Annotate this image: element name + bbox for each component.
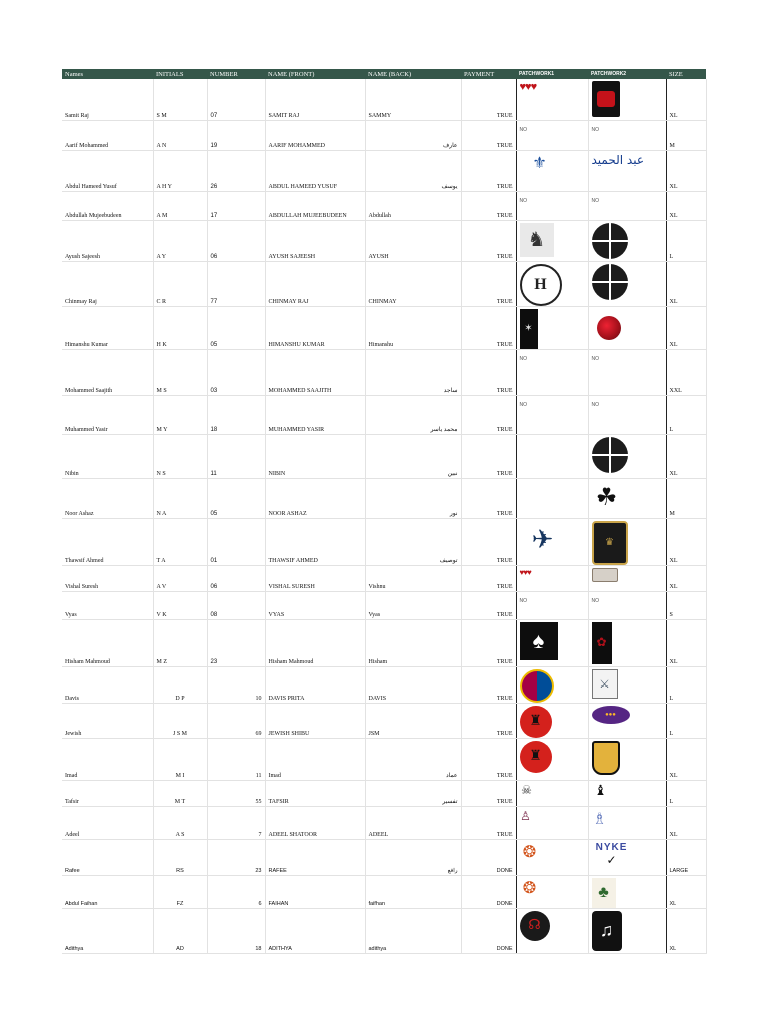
patchwork2-cell[interactable] (588, 875, 666, 908)
patchwork2-cell[interactable] (588, 703, 666, 738)
name-cell[interactable]: Abdul Faihan (62, 875, 153, 908)
name-front-cell[interactable]: HIMANSHU KUMAR (265, 306, 365, 349)
red-sun-patch-icon: ♜ (520, 706, 552, 738)
name-cell[interactable]: Imad (62, 738, 153, 780)
patchwork1-cell[interactable] (516, 478, 588, 518)
name-cell[interactable]: Davis (62, 666, 153, 703)
patchwork2-cell[interactable] (588, 908, 666, 953)
number-cell[interactable]: 11 (207, 738, 265, 780)
shield-crest-patch-icon (592, 741, 620, 775)
patchwork2-cell[interactable] (588, 738, 666, 780)
name-front-cell[interactable]: CHINMAY RAJ (265, 261, 365, 306)
name-back-cell[interactable]: توصيف (365, 518, 461, 565)
patchwork2-cell[interactable] (588, 565, 666, 591)
name-back-cell[interactable]: نبين (365, 434, 461, 478)
patchwork1-cell[interactable] (516, 875, 588, 908)
patchwork1-cell[interactable] (516, 261, 588, 306)
size-cell[interactable]: M (666, 478, 706, 518)
patchwork2-cell[interactable] (588, 220, 666, 261)
initials-cell[interactable]: A H Y (153, 150, 207, 191)
basketball-team-patch-icon: ●●● (592, 706, 630, 724)
payment-cell[interactable]: TRUE (461, 591, 516, 619)
name-front-cell[interactable]: AARIF MOHAMMED (265, 120, 365, 150)
size-cell[interactable]: XL (666, 434, 706, 478)
number-cell[interactable]: 6 (207, 875, 265, 908)
payment-cell[interactable]: TRUE (461, 619, 516, 666)
col-header-size[interactable]: SIZE (666, 69, 706, 79)
basketball-patch-icon (592, 264, 628, 300)
table-row (62, 395, 706, 434)
name-back-cell[interactable]: Hisham (365, 619, 461, 666)
number-cell[interactable]: 18 (207, 908, 265, 953)
initials-cell[interactable]: M I (153, 738, 207, 780)
bird-patch-icon: ✶ (520, 309, 538, 349)
name-front-cell[interactable]: AYUSH SAJEESH (265, 220, 365, 261)
patchwork1-cell[interactable] (516, 839, 588, 875)
hearts-patch-icon: ♥♥♥ (519, 567, 531, 577)
dark-flower-patch-icon: ✿ (592, 622, 612, 664)
name-front-cell[interactable]: VYAS (265, 591, 365, 619)
size-cell[interactable]: XL (666, 261, 706, 306)
name-front-cell[interactable]: TAFSIR (265, 780, 365, 806)
number-cell[interactable]: 05 (207, 306, 265, 349)
patch-no-label: NO (519, 401, 527, 408)
red-sun-patch-icon: ♜ (520, 741, 552, 773)
patchwork2-cell[interactable] (588, 191, 666, 220)
initials-cell[interactable]: FZ (153, 875, 207, 908)
name-cell[interactable]: Abdul Hameed Yusuf (62, 150, 153, 191)
team-crest-patch-icon: ♛ (592, 521, 628, 565)
table-row (62, 666, 706, 703)
initials-cell[interactable]: V K (153, 591, 207, 619)
name-front-cell[interactable]: FAIHAN (265, 875, 365, 908)
patchwork2-cell[interactable] (588, 591, 666, 619)
payment-cell[interactable]: TRUE (461, 565, 516, 591)
initials-cell[interactable]: M S (153, 349, 207, 395)
number-cell[interactable]: 23 (207, 839, 265, 875)
size-cell[interactable]: XL (666, 908, 706, 953)
patchwork1-cell[interactable] (516, 349, 588, 395)
patchwork1-cell[interactable] (516, 191, 588, 220)
col-header-patchwork1[interactable]: PATCHWORK1 (516, 69, 588, 79)
patchwork1-cell[interactable] (516, 120, 588, 150)
name-back-cell[interactable]: ساجد (365, 349, 461, 395)
palm-swords-patch-icon: ♣ (592, 878, 616, 908)
name-back-cell[interactable]: نور (365, 478, 461, 518)
table-row (62, 220, 706, 261)
hearts-patch-icon: ♥♥♥ (519, 81, 537, 93)
number-cell[interactable]: 77 (207, 261, 265, 306)
name-front-cell[interactable]: JEWISH SHIBU (265, 703, 365, 738)
patchwork1-cell[interactable] (516, 395, 588, 434)
music-note-patch-icon: ♫ (592, 911, 622, 951)
initials-cell[interactable]: A M (153, 191, 207, 220)
table-row (62, 839, 706, 875)
patchwork2-cell[interactable] (588, 666, 666, 703)
initials-cell[interactable]: A S (153, 806, 207, 839)
name-back-cell[interactable]: رافع (365, 839, 461, 875)
table-row (62, 619, 706, 666)
table-row (62, 191, 706, 220)
patchwork2-cell[interactable] (588, 79, 666, 120)
patchwork2-cell[interactable] (588, 780, 666, 806)
patch-no-label: NO (519, 197, 527, 204)
mask-patch-icon: ☠ (521, 782, 532, 797)
initials-cell[interactable]: T A (153, 518, 207, 565)
size-cell[interactable]: L (666, 395, 706, 434)
patchwork1-cell[interactable] (516, 591, 588, 619)
table-row (62, 565, 706, 591)
name-front-cell[interactable]: ADEEL SHATOOR (265, 806, 365, 839)
name-cell[interactable]: Adeel (62, 806, 153, 839)
patchwork2-cell[interactable] (588, 434, 666, 478)
name-cell[interactable]: Vishal Suresh (62, 565, 153, 591)
name-front-cell[interactable]: NOOR ASHAZ (265, 478, 365, 518)
patch-no-label: NO (591, 355, 599, 362)
patch-no-label: NO (519, 126, 527, 133)
table-row (62, 703, 706, 738)
name-cell[interactable]: Jewish (62, 703, 153, 738)
patchwork2-cell[interactable] (588, 261, 666, 306)
patch-no-label: NO (591, 197, 599, 204)
name-back-cell[interactable]: CHINMAY (365, 261, 461, 306)
patch-no-label: NO (591, 126, 599, 133)
name-back-cell[interactable]: adithya (365, 908, 461, 953)
patch-no-label: NO (591, 401, 599, 408)
name-front-cell[interactable]: ABDUL HAMEED YUSUF (265, 150, 365, 191)
table-row (62, 806, 706, 839)
name-back-cell[interactable]: SAMMY (365, 79, 461, 120)
number-cell[interactable]: 18 (207, 395, 265, 434)
payment-cell[interactable]: TRUE (461, 306, 516, 349)
number-cell[interactable]: 01 (207, 518, 265, 565)
initials-cell[interactable]: A N (153, 120, 207, 150)
patchwork2-cell[interactable] (588, 349, 666, 395)
payment-cell[interactable]: TRUE (461, 191, 516, 220)
size-cell[interactable]: S (666, 591, 706, 619)
patchwork2-cell[interactable] (588, 395, 666, 434)
patchwork2-cell[interactable] (588, 839, 666, 875)
name-cell[interactable]: Adithya (62, 908, 153, 953)
size-cell[interactable]: L (666, 666, 706, 703)
name-back-cell[interactable]: DAVIS (365, 666, 461, 703)
size-cell[interactable]: L (666, 220, 706, 261)
name-cell[interactable]: Mohammed Saajith (62, 349, 153, 395)
name-back-cell[interactable]: AYUSH (365, 220, 461, 261)
initials-cell[interactable]: D P (153, 666, 207, 703)
fire-ball-patch-icon: ❂ (522, 879, 537, 897)
name-back-cell[interactable]: faifhan (365, 875, 461, 908)
patch-no-label: NO (519, 597, 527, 604)
payment-cell[interactable]: TRUE (461, 79, 516, 120)
initials-cell[interactable]: J S M (153, 703, 207, 738)
number-cell[interactable]: 23 (207, 619, 265, 666)
col-header-number[interactable] (207, 69, 265, 79)
patchwork1-cell[interactable] (516, 619, 588, 666)
initials-cell[interactable]: C R (153, 261, 207, 306)
name-back-cell[interactable]: Himanshu (365, 306, 461, 349)
payment-cell[interactable]: DONE (461, 875, 516, 908)
name-cell[interactable]: Muhammed Yasir (62, 395, 153, 434)
patchwork2-cell[interactable] (588, 150, 666, 191)
badge-plate-patch-icon (592, 568, 618, 582)
monster-patch-icon (592, 81, 620, 117)
patchwork1-cell[interactable] (516, 434, 588, 478)
jersey-order-sheet (62, 69, 707, 954)
payment-cell[interactable]: TRUE (461, 666, 516, 703)
col-header-name-back[interactable]: NAME (BACK) (365, 69, 461, 79)
number-cell[interactable]: 08 (207, 591, 265, 619)
patchwork2-cell[interactable] (588, 806, 666, 839)
name-cell[interactable]: Abdullah Mujeebudeen (62, 191, 153, 220)
patch-no-label: NO (591, 597, 599, 604)
nyke-text: NYKE (595, 841, 628, 853)
payment-cell[interactable]: TRUE (461, 806, 516, 839)
knight-crest-patch-icon: ♞ (520, 223, 554, 257)
payment-cell[interactable]: TRUE (461, 261, 516, 306)
name-back-cell[interactable]: عارف (365, 120, 461, 150)
payment-cell[interactable]: TRUE (461, 738, 516, 780)
patchwork1-cell[interactable] (516, 738, 588, 780)
size-cell[interactable]: XXL (666, 349, 706, 395)
club-crest-patch-icon (520, 669, 554, 703)
number-cell[interactable]: 19 (207, 120, 265, 150)
table-row (62, 518, 706, 565)
initials-cell[interactable]: M Y (153, 395, 207, 434)
table-row (62, 780, 706, 806)
payment-cell[interactable]: TRUE (461, 349, 516, 395)
character-patch-icon: ♗ (592, 810, 607, 828)
winged-crest-patch-icon: ⚜ (532, 154, 547, 172)
col-header-patchwork2[interactable]: PATCHWORK2 (588, 69, 666, 79)
name-front-cell[interactable]: MUHAMMED YASIR (265, 395, 365, 434)
patchwork1-cell[interactable] (516, 806, 588, 839)
size-cell[interactable]: XL (666, 306, 706, 349)
payment-cell[interactable]: DONE (461, 839, 516, 875)
patchwork1-cell[interactable] (516, 703, 588, 738)
payment-cell[interactable]: TRUE (461, 434, 516, 478)
initials-cell[interactable]: M Z (153, 619, 207, 666)
figure-patch-icon: ♝ (594, 783, 607, 799)
number-cell[interactable]: 05 (207, 478, 265, 518)
initials-cell[interactable]: RS (153, 839, 207, 875)
col-header-initials[interactable]: INITIALS (153, 69, 207, 79)
initials-cell[interactable]: A V (153, 565, 207, 591)
patchwork2-cell[interactable] (588, 619, 666, 666)
patch-no-label: NO (519, 355, 527, 362)
payment-cell[interactable]: TRUE (461, 150, 516, 191)
initials-cell[interactable]: N A (153, 478, 207, 518)
name-back-cell[interactable]: ADEEL (365, 806, 461, 839)
initials-cell[interactable]: H K (153, 306, 207, 349)
name-cell[interactable]: Hisham Mahmoud (62, 619, 153, 666)
name-cell[interactable]: Himanshu Kumar (62, 306, 153, 349)
name-back-cell[interactable]: محمد ياسر (365, 395, 461, 434)
name-cell[interactable]: Rafee (62, 839, 153, 875)
payment-cell[interactable]: TRUE (461, 518, 516, 565)
number-cell[interactable]: 55 (207, 780, 265, 806)
name-back-cell[interactable]: عماد (365, 738, 461, 780)
size-cell[interactable]: L (666, 703, 706, 738)
payment-cell[interactable]: TRUE (461, 220, 516, 261)
size-cell[interactable]: XL (666, 191, 706, 220)
dragon-patch-icon: ✈ (531, 524, 554, 554)
name-back-cell[interactable]: Vyas (365, 591, 461, 619)
payment-cell[interactable]: TRUE (461, 395, 516, 434)
table-row (62, 79, 706, 120)
name-front-cell[interactable]: SAMIT RAJ (265, 79, 365, 120)
name-front-cell[interactable]: DAVIS PRITA (265, 666, 365, 703)
initials-cell[interactable]: AD (153, 908, 207, 953)
size-cell[interactable]: XL (666, 738, 706, 780)
flame-patch-icon: ☘ (595, 484, 618, 511)
name-cell[interactable]: Noor Ashaz (62, 478, 153, 518)
patchwork1-cell[interactable] (516, 780, 588, 806)
name-front-cell[interactable]: ABDULLAH MUJEEBUDEEN (265, 191, 365, 220)
table-row (62, 120, 706, 150)
patchwork2-cell[interactable] (588, 306, 666, 349)
name-front-cell[interactable]: THAWSIF AHMED (265, 518, 365, 565)
payment-cell[interactable]: DONE (461, 908, 516, 953)
size-cell[interactable]: M (666, 120, 706, 150)
size-cell[interactable]: XL (666, 150, 706, 191)
patchwork2-cell[interactable] (588, 120, 666, 150)
patchwork1-cell[interactable] (516, 565, 588, 591)
payment-cell[interactable]: TRUE (461, 478, 516, 518)
wings-emblem-patch-icon: ⚔ (592, 669, 618, 699)
size-cell[interactable]: LARGE (666, 839, 706, 875)
rose-patch-icon (592, 309, 626, 347)
table-row (62, 908, 706, 953)
name-front-cell[interactable]: NIBIN (265, 434, 365, 478)
name-back-cell[interactable]: يوسف (365, 150, 461, 191)
table-row (62, 349, 706, 395)
col-header-payment[interactable]: PAYMENT (461, 69, 516, 79)
number-cell[interactable]: 11 (207, 434, 265, 478)
basketball-patch-icon (592, 437, 628, 473)
number-cell[interactable]: 17 (207, 191, 265, 220)
table-row (62, 261, 706, 306)
table-row (62, 306, 706, 349)
name-cell[interactable]: Ayush Sajeesh (62, 220, 153, 261)
name-cell[interactable]: Vyas (62, 591, 153, 619)
carriage-logo-patch-icon: H (520, 264, 562, 306)
name-front-cell[interactable]: Imad (265, 738, 365, 780)
basketball-patch-icon (592, 223, 628, 259)
initials-cell[interactable]: M T (153, 780, 207, 806)
name-cell[interactable]: Tafsir (62, 780, 153, 806)
name-back-cell[interactable]: تفسير (365, 780, 461, 806)
table-row (62, 875, 706, 908)
arabic-name-patch: عبد الحميد (591, 152, 644, 167)
number-cell[interactable]: 26 (207, 150, 265, 191)
name-cell[interactable]: Thawsif Ahmed (62, 518, 153, 565)
initials-cell[interactable]: A Y (153, 220, 207, 261)
payment-cell[interactable]: TRUE (461, 780, 516, 806)
number-cell[interactable]: 10 (207, 666, 265, 703)
patchwork1-cell[interactable] (516, 150, 588, 191)
swoosh-patch-icon: NYKE ✓ (592, 842, 632, 872)
table-row (62, 478, 706, 518)
payment-cell[interactable]: TRUE (461, 703, 516, 738)
table-row (62, 738, 706, 780)
col-header-names[interactable]: Names (62, 69, 153, 79)
table-row (62, 591, 706, 619)
number-header-label: NUMBER (210, 70, 238, 78)
initials-cell[interactable]: N S (153, 434, 207, 478)
number-cell[interactable]: 7 (207, 806, 265, 839)
name-back-cell[interactable]: JSM (365, 703, 461, 738)
patchwork2-cell[interactable] (588, 518, 666, 565)
patchwork1-cell[interactable] (516, 666, 588, 703)
payment-cell[interactable]: TRUE (461, 120, 516, 150)
patchwork1-cell[interactable] (516, 220, 588, 261)
name-front-cell[interactable]: Hisham Mahmoud (265, 619, 365, 666)
number-cell[interactable]: 03 (207, 349, 265, 395)
ace-card-patch-icon: ♠ (520, 622, 558, 660)
patchwork2-cell[interactable] (588, 478, 666, 518)
number-cell[interactable]: 69 (207, 703, 265, 738)
number-cell[interactable]: 06 (207, 565, 265, 591)
fire-ball-patch-icon: ❂ (522, 843, 537, 861)
character-patch-icon: ♙ (520, 808, 531, 823)
header-row (62, 69, 706, 79)
size-cell[interactable]: XL (666, 518, 706, 565)
name-front-cell[interactable]: RAFEE (265, 839, 365, 875)
number-cell[interactable]: 06 (207, 220, 265, 261)
name-front-cell[interactable]: MOHAMMED SAAJITH (265, 349, 365, 395)
name-back-cell[interactable]: Vishnu (365, 565, 461, 591)
table-row (62, 434, 706, 478)
name-cell[interactable]: Chinmay Raj (62, 261, 153, 306)
initials-cell[interactable]: S M (153, 79, 207, 120)
name-front-cell[interactable]: ADITHYA (265, 908, 365, 953)
size-cell[interactable]: XL (666, 806, 706, 839)
size-cell[interactable]: L (666, 780, 706, 806)
headphones-patch-icon: ☊ (520, 911, 550, 941)
name-cell[interactable]: Aarif Mohammed (62, 120, 153, 150)
name-front-cell[interactable]: VISHAL SURESH (265, 565, 365, 591)
table-row (62, 150, 706, 191)
size-cell[interactable]: XL (666, 565, 706, 591)
name-cell[interactable]: Nibin (62, 434, 153, 478)
patchwork1-cell[interactable] (516, 908, 588, 953)
size-cell[interactable]: XL (666, 619, 706, 666)
number-cell[interactable]: 07 (207, 79, 265, 120)
size-cell[interactable]: XL (666, 79, 706, 120)
name-cell[interactable]: Samit Raj (62, 79, 153, 120)
col-header-name-front[interactable]: NAME (FRONT) (265, 69, 365, 79)
size-cell[interactable]: XL (666, 875, 706, 908)
patchwork1-cell[interactable] (516, 306, 588, 349)
patchwork1-cell[interactable] (516, 518, 588, 565)
patchwork1-cell[interactable] (516, 79, 588, 120)
name-back-cell[interactable]: Abdullah (365, 191, 461, 220)
